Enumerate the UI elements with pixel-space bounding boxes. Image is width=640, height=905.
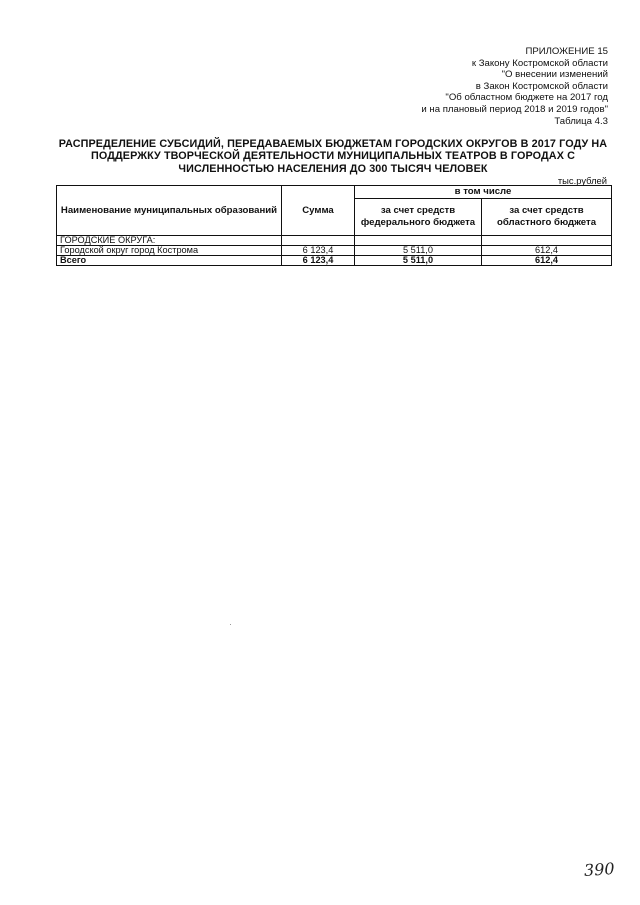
column-header-federal: за счет средств федерального бюджета bbox=[355, 199, 482, 236]
empty-cell bbox=[282, 236, 355, 246]
appendix-line: к Закону Костромской области bbox=[471, 57, 608, 69]
column-header-sum: Сумма bbox=[282, 186, 355, 236]
appendix-line: "О внесении изменений bbox=[501, 69, 608, 81]
table-number: Таблица 4.3 bbox=[554, 115, 608, 127]
total-row bbox=[57, 256, 612, 266]
table-row bbox=[57, 246, 612, 256]
section-row bbox=[57, 236, 612, 246]
appendix-line: "Об областном бюджете на 2017 год bbox=[445, 92, 608, 104]
header-row bbox=[57, 186, 612, 199]
handwritten-page-number: 390 bbox=[583, 858, 616, 881]
total-sum: 6 123,4 bbox=[282, 256, 355, 266]
empty-cell bbox=[355, 236, 482, 246]
regional-cell: 612,4 bbox=[482, 246, 612, 256]
column-header-regional: за счет средств областного бюджета bbox=[482, 199, 612, 236]
total-label: Всего bbox=[57, 256, 282, 266]
subsidy-table bbox=[56, 185, 612, 266]
units-label: тыс.рублей bbox=[557, 175, 607, 186]
appendix-line: ПРИЛОЖЕНИЕ 15 bbox=[525, 46, 608, 57]
group-header: в том числе bbox=[355, 186, 612, 199]
title-line: РАСПРЕДЕЛЕНИЕ СУБСИДИЙ, ПЕРЕДАВАЕМЫХ БЮДЖЕТАМ ГОРОДСКИХ ОКРУГОВ В 2017 ГОДУ НА bbox=[58, 138, 608, 150]
appendix-line: и на плановый период 2018 и 2019 годов" bbox=[421, 103, 608, 115]
title-line: ПОДДЕРЖКУ ТВОРЧЕСКОЙ ДЕЯТЕЛЬНОСТИ МУНИЦИПАЛЬНЫХ ТЕАТРОВ В ГОРОДАХ С bbox=[90, 150, 575, 163]
column-header-name: Наименование муниципальных образований bbox=[57, 186, 282, 236]
appendix-line: в Закон Костромской области bbox=[475, 80, 608, 92]
total-regional: 612,4 bbox=[482, 256, 612, 266]
municipality-name: Городской округ город Кострома bbox=[57, 246, 282, 256]
empty-cell bbox=[482, 236, 612, 246]
federal-cell: 5 511,0 bbox=[355, 246, 482, 256]
document-title bbox=[56, 138, 610, 175]
scan-speck bbox=[230, 624, 231, 625]
title-line: ЧИСЛЕННОСТЬЮ НАСЕЛЕНИЯ ДО 300 ТЫСЯЧ ЧЕЛОВЕК bbox=[178, 162, 488, 175]
total-federal: 5 511,0 bbox=[355, 256, 482, 266]
appendix-header bbox=[421, 46, 608, 127]
section-label: ГОРОДСКИЕ ОКРУГА: bbox=[57, 236, 282, 246]
sum-cell: 6 123,4 bbox=[282, 246, 355, 256]
